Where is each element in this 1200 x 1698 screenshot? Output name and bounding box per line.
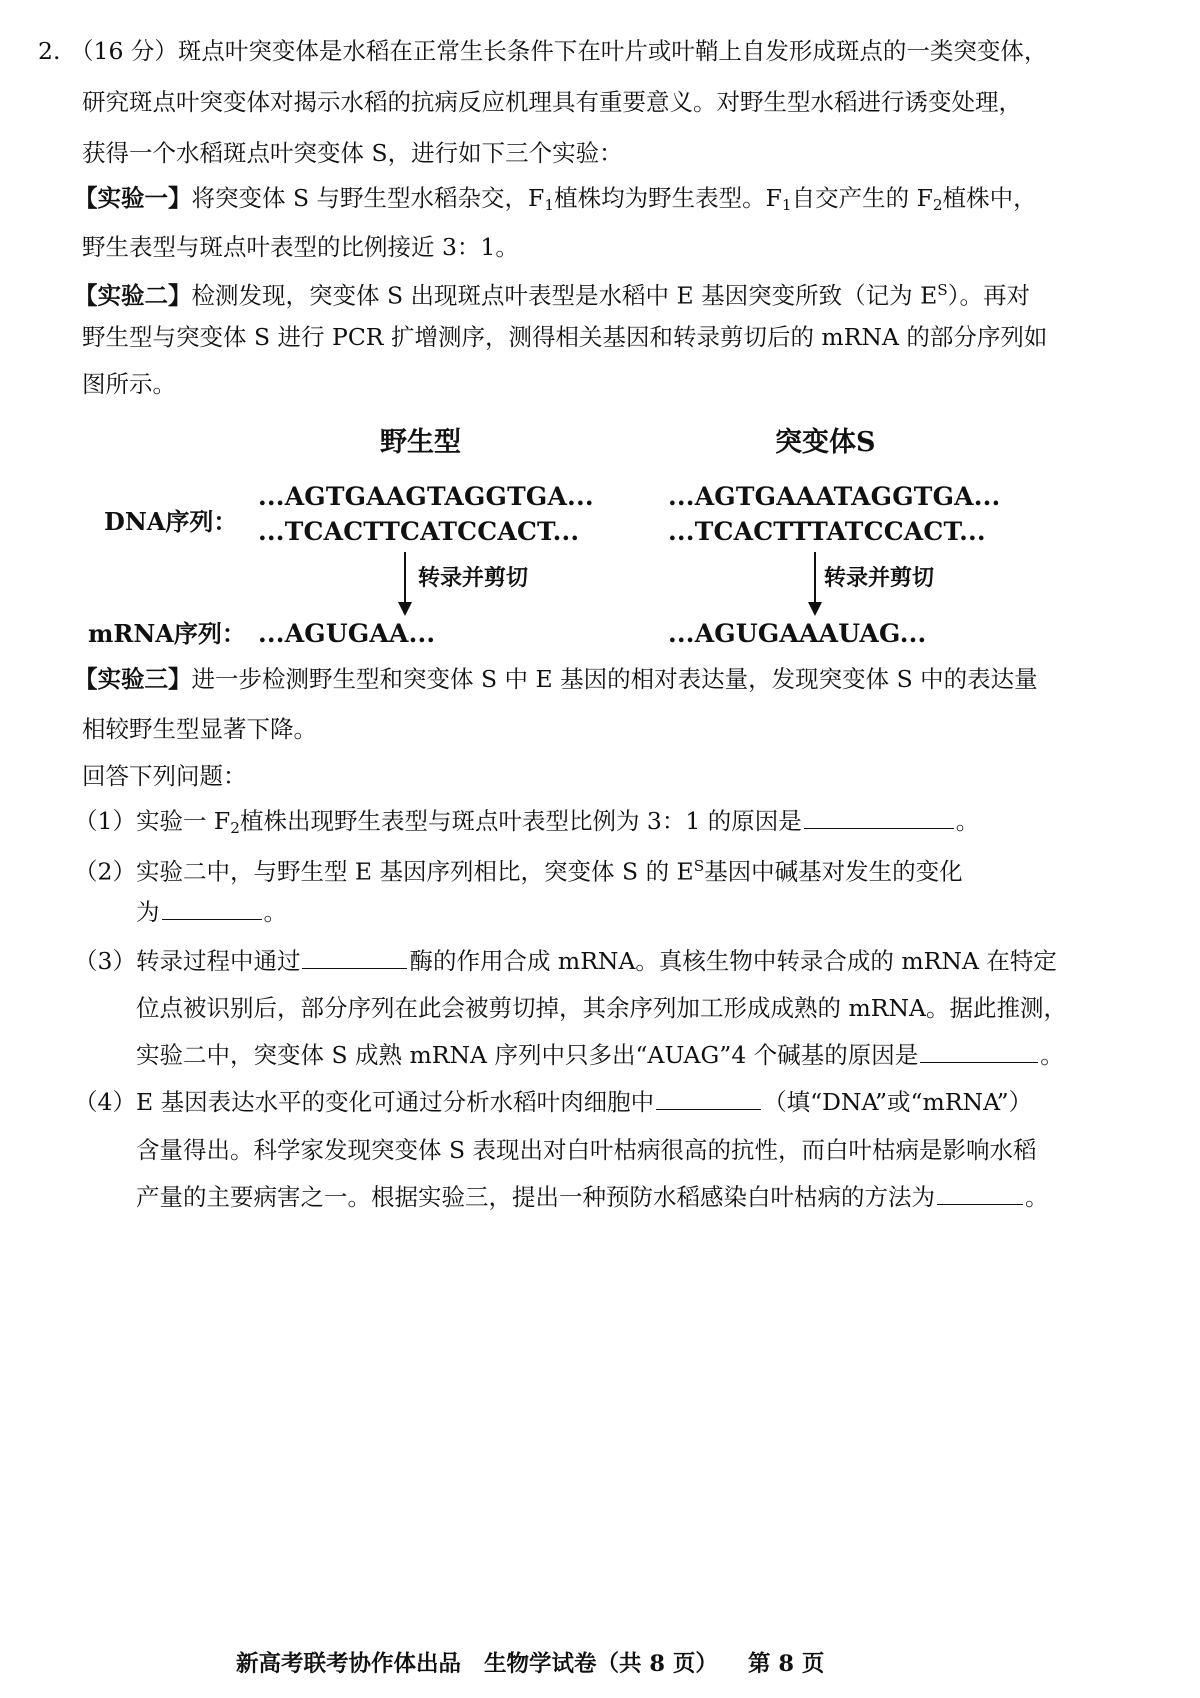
mutant-arrow-shaft (814, 552, 816, 604)
subquestion-2-line-1: （2）实验二中，与野生型 E 基因序列相比，突变体 S 的 $E^S$基因中碱基对发生的变化 (74, 857, 963, 886)
experiment-3-line-2: 相较野生型显著下降。 (82, 715, 317, 743)
mutant-mrna-sequence: ...AGUGAAAUAG... (668, 619, 927, 648)
answer-blank-4a[interactable] (656, 1086, 761, 1111)
answer-blank-3a[interactable] (302, 945, 407, 970)
subquestion-4-line-2: 含量得出。科学家发现突变体 S 表现出对白叶枯病很高的抗性，而白叶枯病是影响水稻 (136, 1136, 1037, 1164)
answer-blank-3b[interactable] (920, 1039, 1038, 1064)
mutant-dna-top-strand: ...AGTGAAATAGGTGA... (668, 482, 1001, 511)
subquestion-4-line-1: （4）E 基因表达水平的变化可通过分析水稻叶肉细胞中 （填“DNA”或“mRNA”） (74, 1076, 1032, 1129)
experiment-1-line-2: 野生表型与斑点叶表型的比例接近 3：1。 (82, 233, 519, 261)
subquestion-3-line-3: 实验二中，突变体 S 成熟 mRNA 序列中只多出“AUAG”4 个碱基的原因是 。 (136, 1029, 1064, 1082)
subquestion-3-line-2: 位点被识别后，部分序列在此会被剪切掉，其余序列加工形成成熟的 mRNA。据此推测， (136, 994, 1067, 1022)
intro-line-1: （16 分）斑点叶突变体是水稻在正常生长条件下在叶片或叶鞘上自发形成斑点的一类突变体， (70, 37, 1048, 65)
wild-arrow-label: 转录并剪切 (418, 565, 529, 591)
wild-dna-bottom-strand: ...TCACTTCATCCACT... (258, 517, 580, 546)
experiment-3-line-1: 【实验三】进一步检测野生型和突变体 S 中 E 基因的相对表达量，发现突变体 S 中的表达量 (74, 665, 1038, 693)
experiment-1-tag: 【实验一】 (74, 184, 192, 212)
experiment-1-line-1: 【实验一】将突变体 S 与野生型水稻杂交，$F_1$植株均为野生表型。$F_1$自交产生的 $F_2$植株中， (74, 184, 1037, 214)
dna-label: DNA序列： (104, 507, 238, 536)
wild-dna-top-strand: ...AGTGAAGTAGGTGA... (258, 482, 594, 511)
answer-blank-1[interactable] (804, 805, 954, 830)
mrna-label: mRNA序列： (88, 619, 246, 648)
experiment-2-line-3: 图所示。 (82, 370, 176, 398)
subquestion-1: （1）实验一 $F_2$植株出现野生表型与斑点叶表型比例为 3：1 的原因是 。 (74, 795, 979, 855)
intro-line-3: 获得一个水稻斑点叶突变体 S，进行如下三个实验： (82, 139, 623, 167)
answer-prompt: 回答下列问题： (82, 762, 247, 790)
question-number: 2. (38, 37, 61, 65)
mutant-heading: 突变体S (775, 427, 876, 458)
footer-publisher: 新高考联考协作体出品 (236, 1651, 462, 1677)
subquestion-3-line-1: （3）转录过程中通过 酶的作用合成 mRNA。真核生物中转录合成的 mRNA 在特定 (74, 935, 1057, 988)
wild-type-heading: 野生型 (380, 427, 461, 458)
wild-arrow-shaft (404, 552, 406, 604)
subquestion-4-line-3: 产量的主要病害之一。根据实验三，提出一种预防水稻感染白叶枯病的方法为 。 (136, 1171, 1049, 1224)
mutant-dna-bottom-strand: ...TCACTTTATCCACT... (668, 517, 986, 546)
intro-line-2: 研究斑点叶突变体对揭示水稻的抗病反应机理具有重要意义。对野生型水稻进行诱变处理， (82, 88, 1022, 116)
footer-paper-title: 生物学试卷（共 8 页） (484, 1651, 718, 1677)
answer-blank-4b[interactable] (937, 1181, 1023, 1206)
experiment-2-line-2: 野生型与突变体 S 进行 PCR 扩增测序，测得相关基因和转录剪切后的 mRNA 的部分序列如 (82, 323, 1048, 351)
wild-mrna-sequence: ...AGUGAA... (258, 619, 436, 648)
subquestion-2-line-2: 为 。 (136, 886, 287, 939)
experiment-2-line-1: 【实验二】检测发现，突变体 S 出现斑点叶表型是水稻中 E 基因突变所致（记为 $E^S$）。再对 (74, 281, 1030, 310)
answer-blank-2[interactable] (162, 896, 262, 921)
footer-page-number: 第 8 页 (748, 1651, 825, 1677)
experiment-2-tag: 【实验二】 (74, 281, 192, 310)
experiment-3-tag: 【实验三】 (74, 665, 192, 693)
mutant-arrow-label: 转录并剪切 (824, 565, 935, 591)
